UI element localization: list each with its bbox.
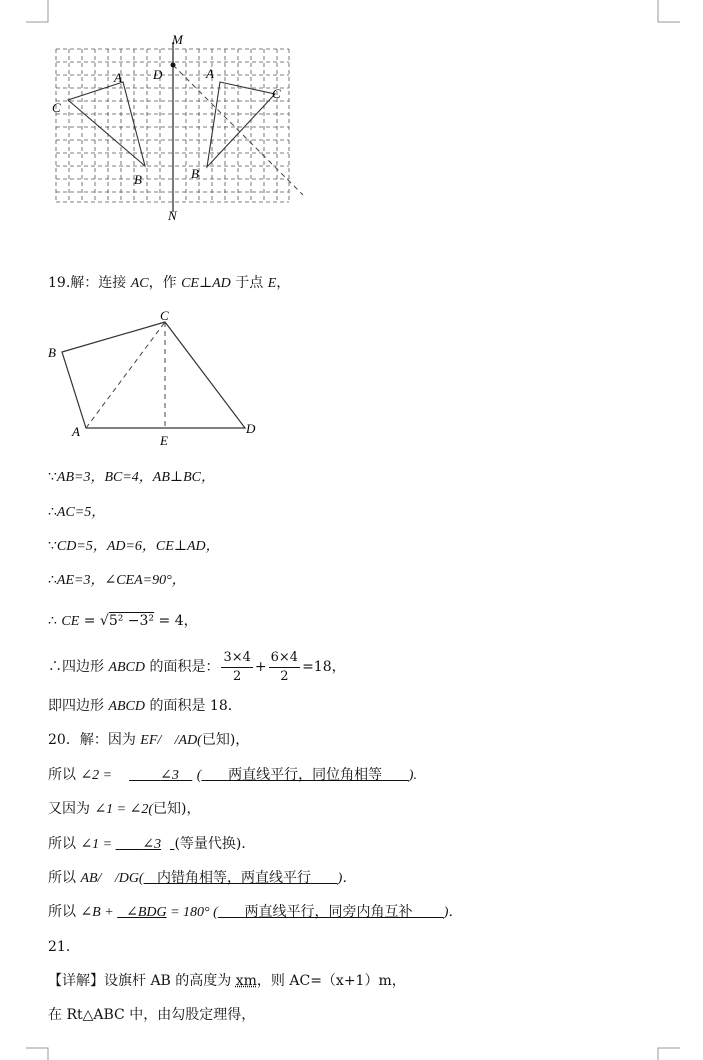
label-n: N	[168, 208, 177, 223]
label-d: D	[153, 67, 163, 82]
point-d	[171, 63, 176, 68]
fraction-2: $\frac{6\times 4}{2}$	[270, 649, 299, 684]
line-area-calc: ∴四边形 ABCD 的面积是： $\frac{3\times 4}{2}$ + $\frac{6\times 4}{2}$ =18，	[48, 649, 346, 684]
q20-intro: 20．解：因为 EF/ /AD(已知)，	[48, 732, 250, 748]
label-e: E	[160, 433, 168, 448]
q20-step5: 所以 ∠B + ∠BDG = 180° ( 两直线平行，同旁内角互补 )．	[48, 904, 463, 920]
q20-step1: 所以 ∠2 = ∠3 ( 两直线平行，同位角相等 ).	[48, 767, 417, 783]
line-cd-ad: ∵CD=5，AD=6，CE⊥AD，	[48, 538, 220, 554]
label-a-left: A	[114, 70, 122, 85]
line-ce-value: ∴ CE = √5² −3² = 4，	[48, 613, 198, 629]
label-m: M	[172, 32, 183, 47]
quadrilateral-figure	[40, 305, 340, 455]
label-c-left: C	[52, 100, 61, 115]
label-a-right: A	[206, 66, 214, 81]
line-ac: ∴AC=5，	[48, 504, 106, 520]
line-ab-bc: ∵AB=3，BC=4，AB⊥BC，	[48, 469, 215, 485]
q20-step4: 所以 AB/ /DG( 内错角相等，两直线平行 )．	[48, 870, 357, 886]
label-b: B	[48, 345, 56, 360]
q20-step3: 所以 ∠1 = ∠3 (等量代换)．	[48, 836, 256, 852]
fraction-1: $\frac{3\times 4}{2}$	[223, 649, 251, 684]
dashed-ac	[86, 322, 165, 428]
label-a: A	[72, 424, 80, 439]
q21-number: 21.	[48, 939, 71, 955]
label-c: C	[160, 308, 169, 323]
q21-pythagoras: 在 Rt△ABC 中，由勾股定理得，	[48, 1007, 256, 1023]
line-area-final: 即四边形 ABCD 的面积是 18．	[48, 698, 242, 714]
label-b-left: B	[134, 172, 142, 187]
q20-step2: 又因为 ∠1 = ∠2(已知)，	[48, 801, 201, 817]
triangle-right	[207, 82, 275, 167]
q19-intro: 19.解：连接 AC，作 CE⊥AD 于点 E，	[48, 275, 291, 291]
label-b-right: B	[191, 166, 199, 181]
label-d: D	[246, 421, 256, 436]
q21-detail: 【详解】设旗杆 AB 的高度为 xm，则 AC=（x+1）m，	[48, 973, 406, 989]
label-c-right: C	[272, 86, 281, 101]
line-ae: ∴AE=3，∠CEA=90°，	[48, 572, 186, 588]
reflection-grid-figure	[0, 30, 703, 270]
